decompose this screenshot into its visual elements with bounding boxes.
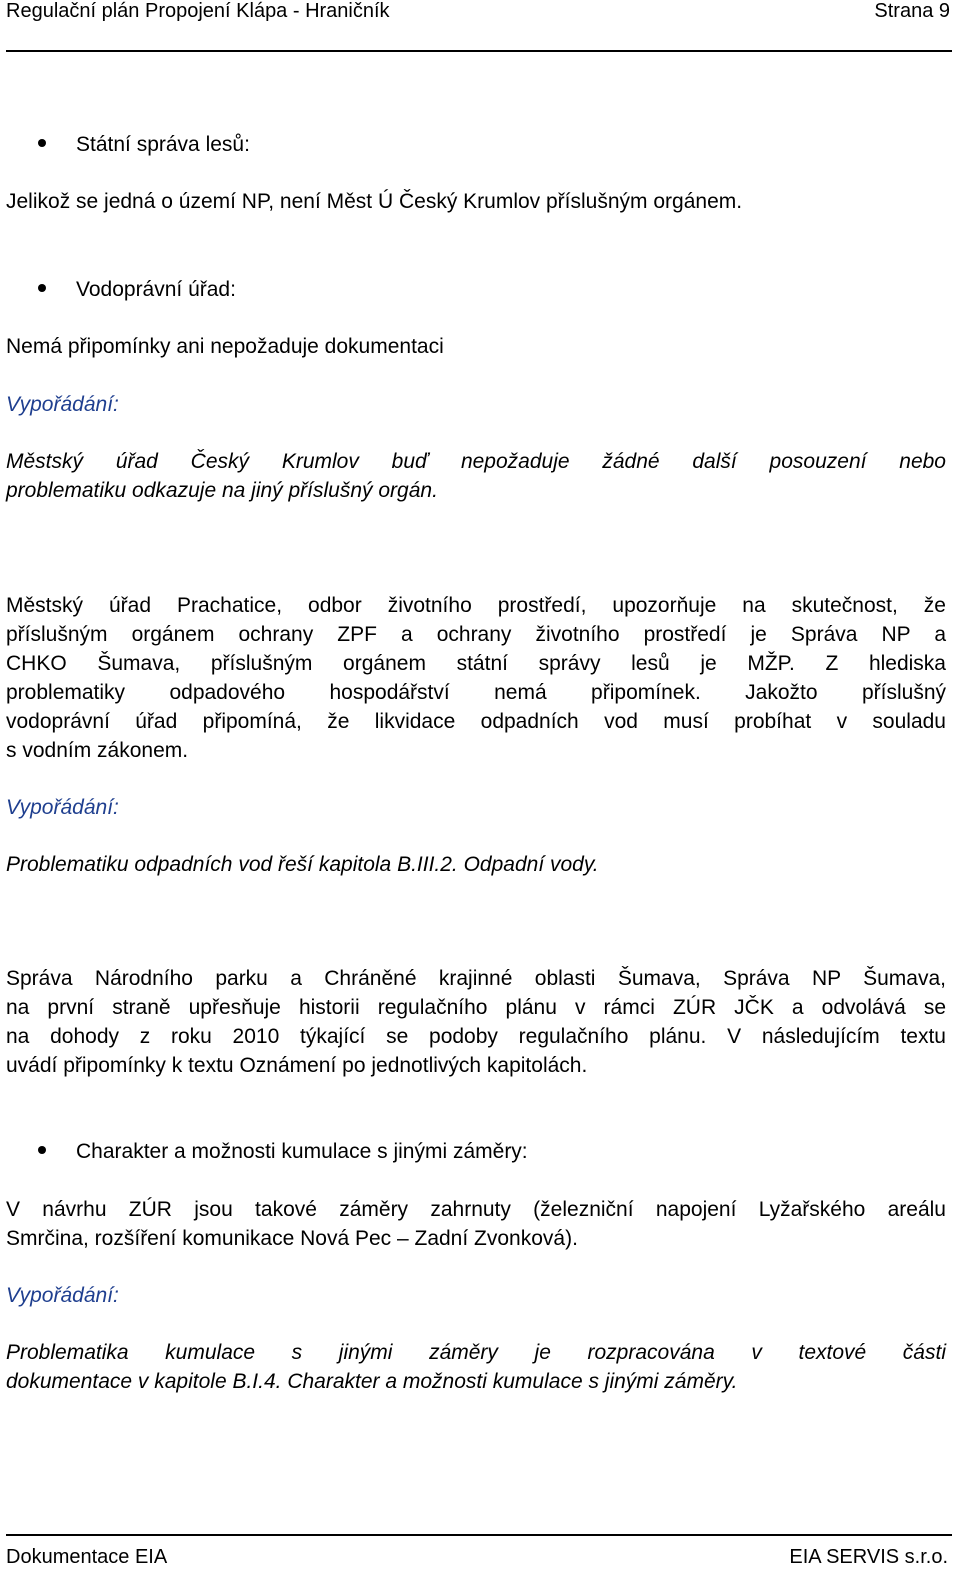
resolution-text	[6, 447, 946, 505]
footer-divider	[6, 1534, 952, 1536]
bullet-icon	[38, 139, 46, 147]
paragraph: Nemá připomínky ani nepožaduje dokumentaci	[6, 335, 444, 358]
bullet-item	[38, 1137, 528, 1166]
resolution-text	[6, 1338, 946, 1396]
text-line: uvádí připomínky k textu Oznámení po jednotlivých kapitolách.	[6, 1054, 588, 1077]
resolution-label: Vypořádání:	[6, 1284, 119, 1307]
bullet-text: Vodoprávní úřad:	[76, 278, 236, 301]
resolution-text: Problematiku odpadních vod řeší kapitola B.III.2. Odpadní vody.	[6, 853, 599, 876]
text-line: s vodním zákonem.	[6, 739, 189, 762]
text-line: problematiku odkazuje na jiný příslušný orgán.	[6, 479, 438, 502]
footer-document-type: Dokumentace EIA	[6, 1546, 168, 1568]
paragraph: Jelikož se jedná o území NP, není Měst Ú Český Krumlov příslušným orgánem.	[6, 190, 743, 213]
bullet-item	[38, 275, 236, 304]
paragraph	[6, 1195, 946, 1253]
resolution-label: Vypořádání:	[6, 393, 119, 416]
footer-company: EIA SERVIS s.r.o.	[789, 1546, 948, 1568]
text-line: příslušným orgánem ochrany ZPF a ochrany životního prostředí je Správa NP a	[6, 623, 946, 646]
text-line: problematiky odpadového hospodářství nemá připomínek. Jakožto příslušný	[6, 681, 946, 704]
text-line: Městský úřad Český Krumlov buď nepožaduje žádné další posouzení nebo	[6, 450, 946, 473]
bullet-icon	[38, 284, 46, 292]
bullet-icon	[38, 1146, 46, 1154]
text-line: V návrhu ZÚR jsou takové záměry zahrnuty (železniční napojení Lyžařského areálu	[6, 1198, 946, 1221]
bullet-text: Státní správa lesů:	[76, 133, 250, 156]
text-line: Problematika kumulace s jinými záměry je rozpracována v textové části	[6, 1341, 946, 1364]
text-line: Správa Národního parku a Chráněné krajinné oblasti Šumava, Správa NP Šumava,	[6, 967, 946, 990]
text-line: vodoprávní úřad připomíná, že likvidace odpadních vod musí probíhat v souladu	[6, 710, 946, 733]
text-line: dokumentace v kapitole B.I.4. Charakter a možnosti kumulace s jinými záměry.	[6, 1370, 738, 1393]
header-divider	[6, 50, 952, 52]
document-title: Regulační plán Propojení Klápa - Hraničník	[6, 0, 390, 22]
text-line: Městský úřad Prachatice, odbor životního prostředí, upozorňuje na skutečnost, že	[6, 594, 946, 617]
resolution-label: Vypořádání:	[6, 796, 119, 819]
text-line: Smrčina, rozšíření komunikace Nová Pec – Zadní Zvonková).	[6, 1227, 578, 1250]
bullet-text: Charakter a možnosti kumulace s jinými záměry:	[76, 1140, 528, 1163]
paragraph	[6, 591, 946, 765]
page-number: Strana 9	[874, 0, 950, 22]
text-line: CHKO Šumava, příslušným orgánem státní správy lesů je MŽP. Z hlediska	[6, 652, 946, 675]
text-line: na první straně upřesňuje historii regulačního plánu v rámci ZÚR JČK a odvolává se	[6, 996, 946, 1019]
paragraph	[6, 964, 946, 1080]
text-line: na dohody z roku 2010 týkající se podoby regulačního plánu. V následujícím textu	[6, 1025, 946, 1048]
bullet-item	[38, 130, 250, 159]
page-header	[6, 0, 950, 24]
